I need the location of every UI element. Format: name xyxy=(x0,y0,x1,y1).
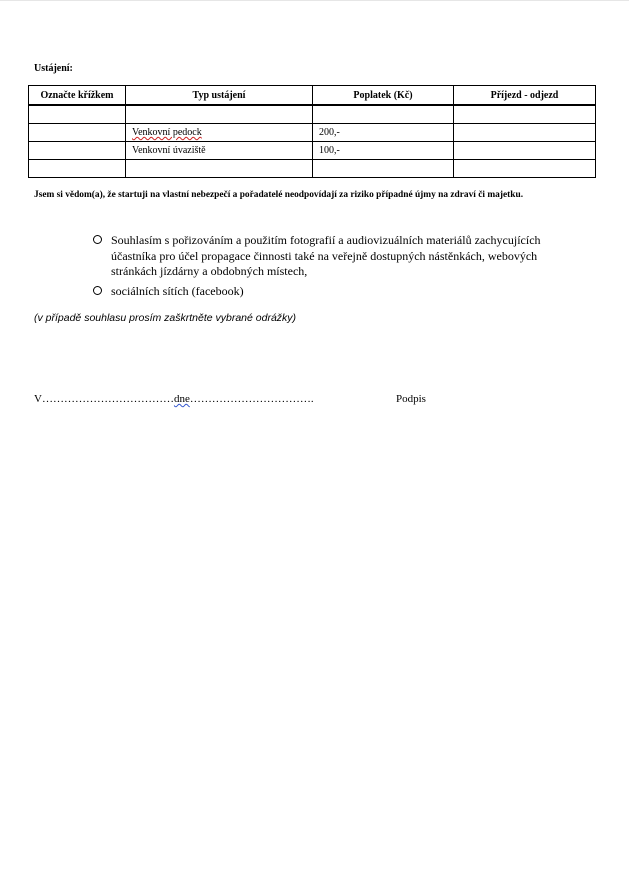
place-field[interactable]: V……………………………… xyxy=(34,393,174,405)
date-field[interactable]: ……………………………. xyxy=(189,393,314,405)
table-row xyxy=(29,124,596,142)
type-cell xyxy=(126,160,313,178)
mark-cell[interactable] xyxy=(29,142,126,160)
fee-cell xyxy=(313,160,454,178)
header-arrival-departure: Příjezd - odjezd xyxy=(454,86,596,106)
fee-cell xyxy=(313,105,454,124)
fee-cell: 100,- xyxy=(313,142,454,160)
arrival-cell[interactable] xyxy=(454,105,596,124)
arrival-cell[interactable] xyxy=(454,124,596,142)
arrival-cell[interactable] xyxy=(454,142,596,160)
type-cell: Venkovní pedock xyxy=(126,124,313,142)
stabling-table xyxy=(28,85,596,178)
radio-circle-icon[interactable] xyxy=(93,286,102,295)
arrival-cell[interactable] xyxy=(454,160,596,178)
stabling-title: Ustájení: xyxy=(34,63,73,74)
page-top-edge xyxy=(0,0,629,1)
consent-photos-label: Souhlasím s pořizováním a použitím fotografií a audiovizuálních materiálů zachycujících účastníka pro účel propagace činnosti také na veřejně dostupných nástěnkách, webových stránkách jízdárny a obdobných místech, xyxy=(111,233,541,278)
type-cell xyxy=(126,105,313,124)
header-fee: Poplatek (Kč) xyxy=(313,86,454,106)
consent-social-label: sociálních sítích (facebook) xyxy=(111,283,244,298)
date-word: dne xyxy=(173,393,190,405)
table-row xyxy=(29,142,596,160)
header-type: Typ ustájení xyxy=(126,86,313,106)
table-row xyxy=(29,105,596,124)
mark-cell[interactable] xyxy=(29,105,126,124)
mark-cell[interactable] xyxy=(29,124,126,142)
consent-note: (v případě souhlasu prosím zaškrtněte vybrané odrážky) xyxy=(34,312,297,324)
mark-cell[interactable] xyxy=(29,160,126,178)
consent-item-social[interactable] xyxy=(93,284,583,300)
header-mark: Označte křížkem xyxy=(29,86,126,106)
fee-cell: 200,- xyxy=(313,124,454,142)
type-cell: Venkovní úvaziště xyxy=(126,142,313,160)
table-row xyxy=(29,160,596,178)
signature-label: Podpis xyxy=(396,393,426,405)
consent-list xyxy=(93,233,583,303)
radio-circle-icon[interactable] xyxy=(93,235,102,244)
liability-disclaimer: Jsem si vědom(a), že startuji na vlastní nebezpečí a pořadatelé neodpovídají za riziko případné újmy na zdraví či majetku. xyxy=(34,190,524,200)
place-date-line[interactable] xyxy=(34,393,314,405)
table-header-row xyxy=(29,86,596,106)
consent-item-photos[interactable] xyxy=(93,233,583,280)
